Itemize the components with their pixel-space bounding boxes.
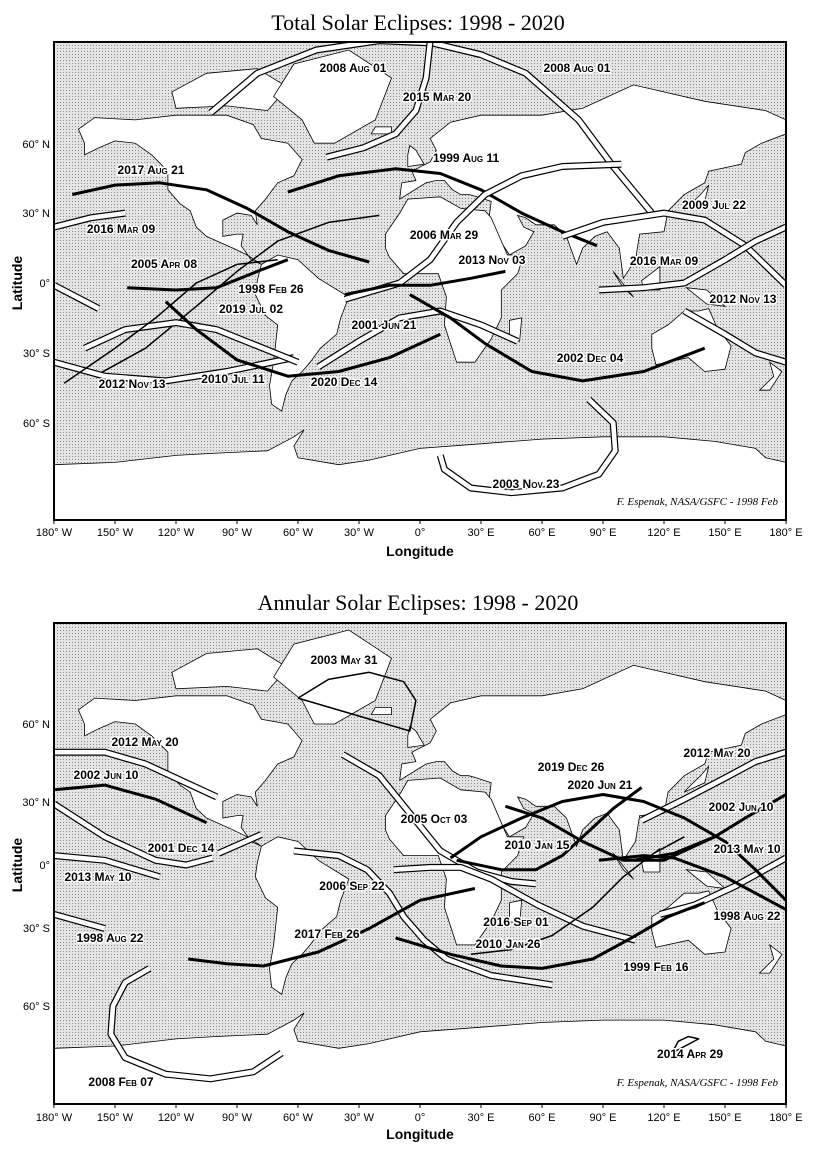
x-axis-label: Longitude (386, 543, 454, 559)
eclipse-label: 2019 Dec 26 (537, 760, 605, 774)
lon-tick-label: 90° E (589, 1112, 617, 1124)
lat-tick-label: 30° S (22, 348, 50, 360)
lon-tick-label: 60° E (528, 527, 556, 539)
lat-tick-label: 30° N (22, 208, 50, 220)
eclipse-label: 2010 Jul 11 (201, 372, 265, 386)
eclipse-label: 2002 Dec 04 (556, 351, 624, 365)
landmass (371, 708, 391, 715)
eclipse-label: 2001 Jun 21 (351, 318, 417, 332)
eclipse-label: 2002 Jun 10 (708, 800, 774, 814)
lon-tick-label: 30° W (343, 527, 375, 539)
eclipse-label: 2006 Sep 22 (319, 879, 385, 893)
lat-tick-label: 60° S (22, 418, 50, 430)
eclipse-label: 2005 Oct 03 (400, 812, 468, 826)
eclipse-label: 2016 Mar 09 (86, 222, 156, 236)
eclipse-label: 1998 Aug 22 (713, 909, 781, 923)
lon-tick-label: 120° E (647, 1112, 681, 1124)
lon-tick-label: 180° E (769, 527, 803, 539)
lat-tick-label: 60° N (22, 139, 50, 151)
lon-tick-label: 90° W (221, 527, 253, 539)
lon-tick-label: 120° W (157, 527, 195, 539)
eclipse-label: 2001 Dec 14 (147, 841, 215, 855)
eclipse-label: 2012 May 20 (683, 746, 751, 760)
lon-tick-label: 150° E (708, 527, 742, 539)
eclipse-label: 2012 Nov 13 (98, 377, 166, 391)
eclipse-label: 1998 Aug 22 (76, 931, 144, 945)
annular-eclipse-map (9, 590, 803, 1157)
eclipse-label: 2015 Mar 20 (402, 90, 472, 104)
lon-tick-label: 30° E (467, 527, 495, 539)
lon-tick-label: 30° W (343, 1112, 375, 1124)
eclipse-label: 2003 May 31 (310, 653, 378, 667)
eclipse-label: 2012 Nov 13 (709, 292, 777, 306)
lon-tick-label: 30° E (467, 1112, 495, 1124)
eclipse-label: 2020 Dec 14 (310, 375, 378, 389)
lat-tick-label: 0° (39, 278, 50, 290)
lat-tick-label: 60° S (22, 1001, 50, 1013)
lon-tick-label: 150° W (96, 1112, 134, 1124)
lon-tick-label: 60° W (282, 527, 314, 539)
eclipse-label: 2002 Jun 10 (73, 768, 139, 782)
map-title: Total Solar Eclipses: 1998 - 2020 (271, 10, 565, 35)
lon-tick-label: 90° E (589, 527, 617, 539)
lon-tick-label: 0° (414, 527, 426, 539)
eclipse-label: 2012 May 20 (111, 735, 179, 749)
lon-tick-label: 180° E (769, 1112, 803, 1124)
lon-tick-label: 150° W (96, 527, 134, 539)
eclipse-label: 2008 Aug 01 (319, 61, 387, 75)
eclipse-label: 2005 Apr 08 (130, 257, 198, 271)
landmass (371, 127, 391, 134)
lat-tick-label: 60° N (22, 719, 50, 731)
eclipse-label: 2017 Aug 21 (117, 163, 185, 177)
lon-tick-label: 0° (414, 1112, 426, 1124)
lon-tick-label: 60° W (282, 1112, 314, 1124)
eclipse-label: 2010 Jan 26 (475, 937, 541, 951)
eclipse-label: 2009 Jul 22 (681, 198, 747, 212)
y-axis-label: Latitude (9, 255, 25, 311)
eclipse-label: 2013 Nov 03 (458, 253, 526, 267)
eclipse-label: 1998 Feb 26 (238, 282, 304, 296)
eclipse-label: 2008 Aug 01 (543, 61, 611, 75)
eclipse-label: 2013 May 10 (713, 842, 781, 856)
lat-tick-label: 30° S (22, 923, 50, 935)
eclipse-label: 2013 May 10 (64, 870, 132, 884)
eclipse-label: 2017 Feb 26 (294, 927, 360, 941)
credit: F. Espenak, NASA/GSFC - 1998 Feb (616, 1077, 778, 1089)
lon-tick-label: 60° E (528, 1112, 556, 1124)
eclipse-label: 2016 Mar 09 (629, 254, 699, 268)
lon-tick-label: 120° E (647, 527, 681, 539)
x-axis-label: Longitude (386, 1126, 454, 1142)
eclipse-label: 2006 Mar 29 (409, 228, 479, 242)
lat-tick-label: 0° (39, 860, 50, 872)
lon-tick-label: 90° W (221, 1112, 253, 1124)
eclipse-label: 2014 Apr 29 (656, 1047, 724, 1061)
y-axis-label: Latitude (9, 837, 25, 893)
lon-tick-label: 180° W (35, 527, 73, 539)
eclipse-label: 1999 Feb 16 (623, 960, 689, 974)
total-eclipse-map (9, 10, 803, 586)
eclipse-label: 2020 Jun 21 (567, 778, 633, 792)
lon-tick-label: 180° W (35, 1112, 73, 1124)
eclipse-label: 2008 Feb 07 (88, 1075, 154, 1089)
eclipse-label: 2016 Sep 01 (483, 915, 549, 929)
eclipse-label: 2010 Jan 15 (504, 838, 570, 852)
lat-tick-label: 30° N (22, 797, 50, 809)
eclipse-label: 2019 Jul 02 (218, 302, 284, 316)
eclipse-label: 2003 Nov 23 (492, 477, 560, 491)
lon-tick-label: 150° E (708, 1112, 742, 1124)
credit: F. Espenak, NASA/GSFC - 1998 Feb (616, 496, 778, 508)
map-title: Annular Solar Eclipses: 1998 - 2020 (257, 590, 579, 615)
eclipse-label: 1999 Aug 11 (432, 151, 500, 165)
lon-tick-label: 120° W (157, 1112, 195, 1124)
